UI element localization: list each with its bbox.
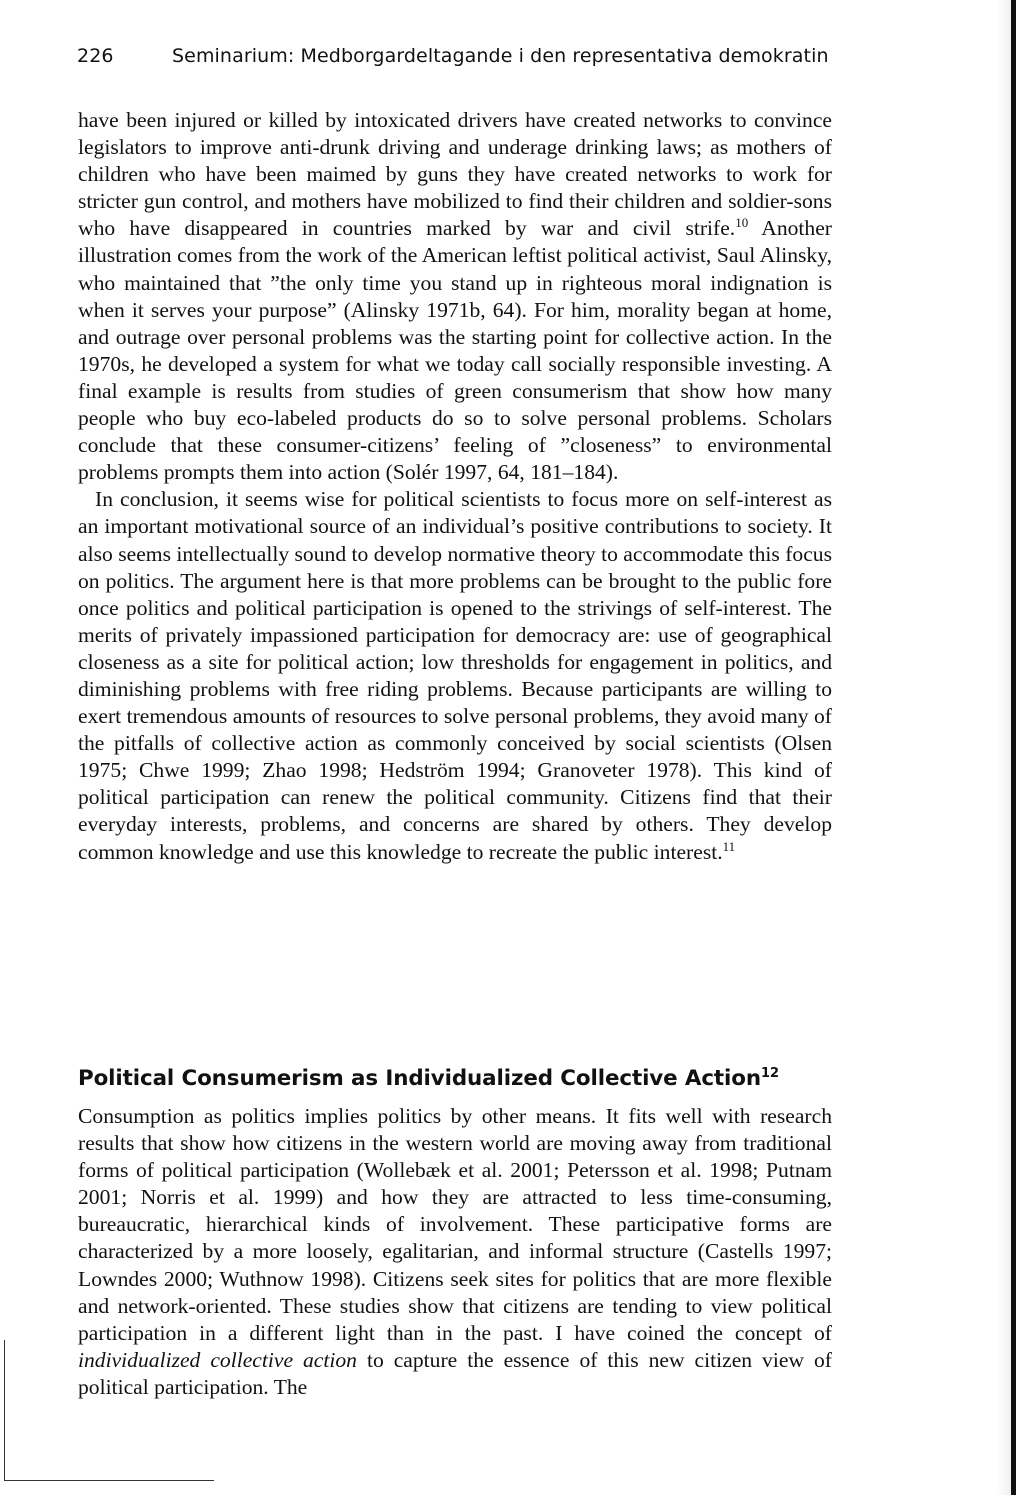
body-text-lower bbox=[78, 1103, 832, 1401]
scan-edge-right bbox=[1011, 0, 1016, 1495]
scan-edge-bottom bbox=[4, 1480, 214, 1481]
section-heading-text: Political Consumerism as Individualized Collective Action bbox=[78, 1066, 762, 1091]
paragraph-conclusion bbox=[78, 486, 832, 865]
binding-shadow bbox=[996, 0, 1011, 1495]
footnote-ref-10: 10 bbox=[735, 215, 749, 231]
footnote-ref-12: 12 bbox=[761, 1066, 779, 1081]
paragraph-1-text-a: have been injured or killed by intoxicated drivers have created networks to convince legislators to improve anti-drunk driving and underage drinking laws; as mothers of children who have been maimed by guns they have created networks to work for stricter gun control, and mothers have mobilized to find their children and soldier-sons who have disappeared in countries marked by war and civil strife. bbox=[78, 108, 832, 241]
paragraph-1-text-b: Another illustration comes from the work of the American leftist political activist, Saul Alinsky, who maintained that ”the only time you stand up in righteous moral indignation is when it serves your purpose” (Alinsky 1971b, 64). For him, morality began at home, and outrage over personal problems was the starting point for collective action. In the 1970s, he developed a system for what we today call socially responsible investing. A final example is results from studies of green consumerism that show how many people who buy eco-labeled products do so to solve personal problems. Scholars conclude that these consumer-citizens’ feeling of ”closeness” to environmental problems prompts them into action (Solér 1997, 64, 181–184). bbox=[78, 216, 833, 485]
footnote-ref-11: 11 bbox=[722, 838, 736, 854]
running-head bbox=[77, 45, 829, 67]
section-heading bbox=[78, 1066, 779, 1091]
running-title: Seminarium: Medborgardeltagande i den representativa demokratin bbox=[172, 45, 829, 67]
paragraph-2-text: In conclusion, it seems wise for political scientists to focus more on self-interest as an important motivational source of an individual’s positive contributions to society. It also seems intellectually sound to develop normative theory to accommodate this focus on politics. The argument here is that more problems can be brought to the public fore once politics and political participation is opened to the strivings of self-interest. The merits of privately impassioned participation for democracy are: use of geographical closeness as a site for political action; low thresholds for engagement in politics, and diminishing problems with free riding problems. Because participants are willing to exert tremendous amounts of resources to solve personal problems, they avoid many of the pitfalls of collective action as commonly conceived by social scientists (Olsen 1975; Chwe 1999; Zhao 1998; Hedström 1994; Granoveter 1978). This kind of political participation can renew the political community. Citizens find that their everyday interests, problems, and concerns are shared by others. They develop common knowledge and use this knowledge to recreate the public interest. bbox=[78, 487, 832, 864]
page-number: 226 bbox=[77, 45, 114, 67]
paragraph-consumption bbox=[78, 1103, 832, 1401]
paragraph-continued bbox=[78, 107, 832, 486]
paragraph-3-text-b: to capture the essence of this new citizen view of political participation. The bbox=[78, 1347, 832, 1399]
concept-emphasis: individualized collective action bbox=[78, 1347, 357, 1372]
paragraph-3-text-a: Consumption as politics implies politics by other means. It fits well with research results that show how citizens in the western world are moving away from traditional forms of political participation (Wollebæk et al. 2001; Petersson et al. 1998; Putnam 2001; Norris et al. 1999) and how they are attracted to less time-consuming, bureaucratic, hierarchical kinds of involvement. These participative forms are characterized by a more loosely, egalitarian, and informal structure (Castells 1997; Lowndes 2000; Wuthnow 1998). Citizens seek sites for politics that are more flexible and network-oriented. These studies show that citizens are tending to view political participation in a different light than in the past. I have coined the concept of bbox=[78, 1104, 832, 1345]
body-text-upper bbox=[78, 107, 832, 866]
scan-edge-left bbox=[4, 1340, 5, 1480]
